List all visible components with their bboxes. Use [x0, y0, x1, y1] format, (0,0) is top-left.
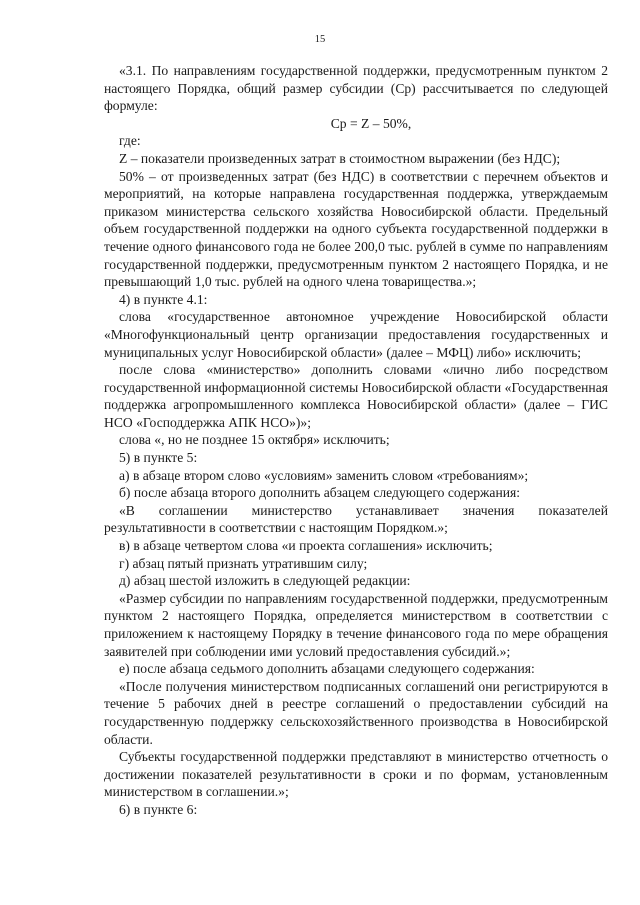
paragraph-agreement: «В соглашении министерство устанавливает значения показателей результативности в соответствии с настоящим Порядком.»;: [104, 502, 608, 536]
paragraph-words-mfc: слова «государственное автономное учреждение Новосибирской области «Многофункциональный центр организации предоставления государственных и муниципальных услуг Новосибирской области» (далее – МФЦ) либо» исключить;: [104, 309, 608, 360]
formula: Ср = Z – 50%,: [330, 115, 412, 131]
page-number: 15: [314, 34, 326, 45]
paragraph-registration: «После получения министерством подписанных соглашений они регистрируются в течение 5 рабочих дней в реестре соглашений о предоставлении субсидий на государственную поддержку сельскохозяйственного производства в Новосибирской области.: [104, 678, 608, 747]
paragraph-item-6: 6) в пункте 6:: [119, 801, 198, 817]
paragraph-item-5: 5) в пункте 5:: [119, 450, 198, 466]
paragraph-reporting: Субъекты государственной поддержки представляют в министерство отчетность о достижении показателей результативности в сроки и по формам, установленным министерством в соглашении.»;: [104, 749, 608, 800]
paragraph-5g: г) абзац пятый признать утратившим силу;: [119, 555, 368, 571]
paragraph-5v: в) в абзаце четвертом слова «и проекта соглашения» исключить;: [119, 538, 493, 554]
paragraph-deadline: слова «, но не позднее 15 октября» исключить;: [119, 432, 390, 448]
document-body: [104, 62, 608, 819]
paragraph-50-percent: 50% – от произведенных затрат (без НДС) в соответствии с перечнем объектов и мероприятий, на которые направлена государственная поддержка, утверждаемым приказом министерства сельского хозяйства Новосибирской области. Предельный объем государственной поддержки на одного субъекта государственной поддержки в течение одного финансового года не более 200,0 тыс. рублей в сумме по направлениям государственной поддержки, предусмотренным пунктом 2 настоящего Порядка, и не превышающий 1,0 тыс. рублей на одного члена товарищества.»;: [104, 168, 608, 290]
paragraph-3-1: «3.1. По направлениям государственной поддержки, предусмотренным пунктом 2 настоящего Порядка, общий размер субсидии (Ср) рассчитывается по следующей формуле:: [104, 63, 608, 114]
paragraph-ministry-gis: после слова «министерство» дополнить словами «лично либо посредством государственной информационной системы Новосибирской области «Государственная поддержка агропромышленного комплекса Новосибирской области» (далее – ГИС НСО «Господдержка АПК НСО»)»;: [104, 362, 608, 430]
paragraph-where: где:: [119, 133, 141, 149]
paragraph-5b: б) после абзаца второго дополнить абзацем следующего содержания:: [119, 485, 521, 501]
paragraph-subsidy-size: «Размер субсидии по направлениям государственной поддержки, предусмотренным пунктом 2 настоящего Порядка, определяется министерством в соответствии с приложением к настоящему Порядку в течение финансового года по мере обращения заявителей при соблюдении ими условий предоставления субсидий.»;: [104, 590, 608, 659]
paragraph-item-4: 4) в пункте 4.1:: [119, 291, 208, 307]
paragraph-z-definition: Z – показатели произведенных затрат в стоимостном выражении (без НДС);: [119, 150, 561, 166]
paragraph-5e: е) после абзаца седьмого дополнить абзацами следующего содержания:: [119, 661, 535, 677]
paragraph-5d: д) абзац шестой изложить в следующей редакции:: [119, 573, 411, 589]
paragraph-5a: а) в абзаце втором слово «условиям» заменить словом «требованиям»;: [119, 467, 529, 483]
